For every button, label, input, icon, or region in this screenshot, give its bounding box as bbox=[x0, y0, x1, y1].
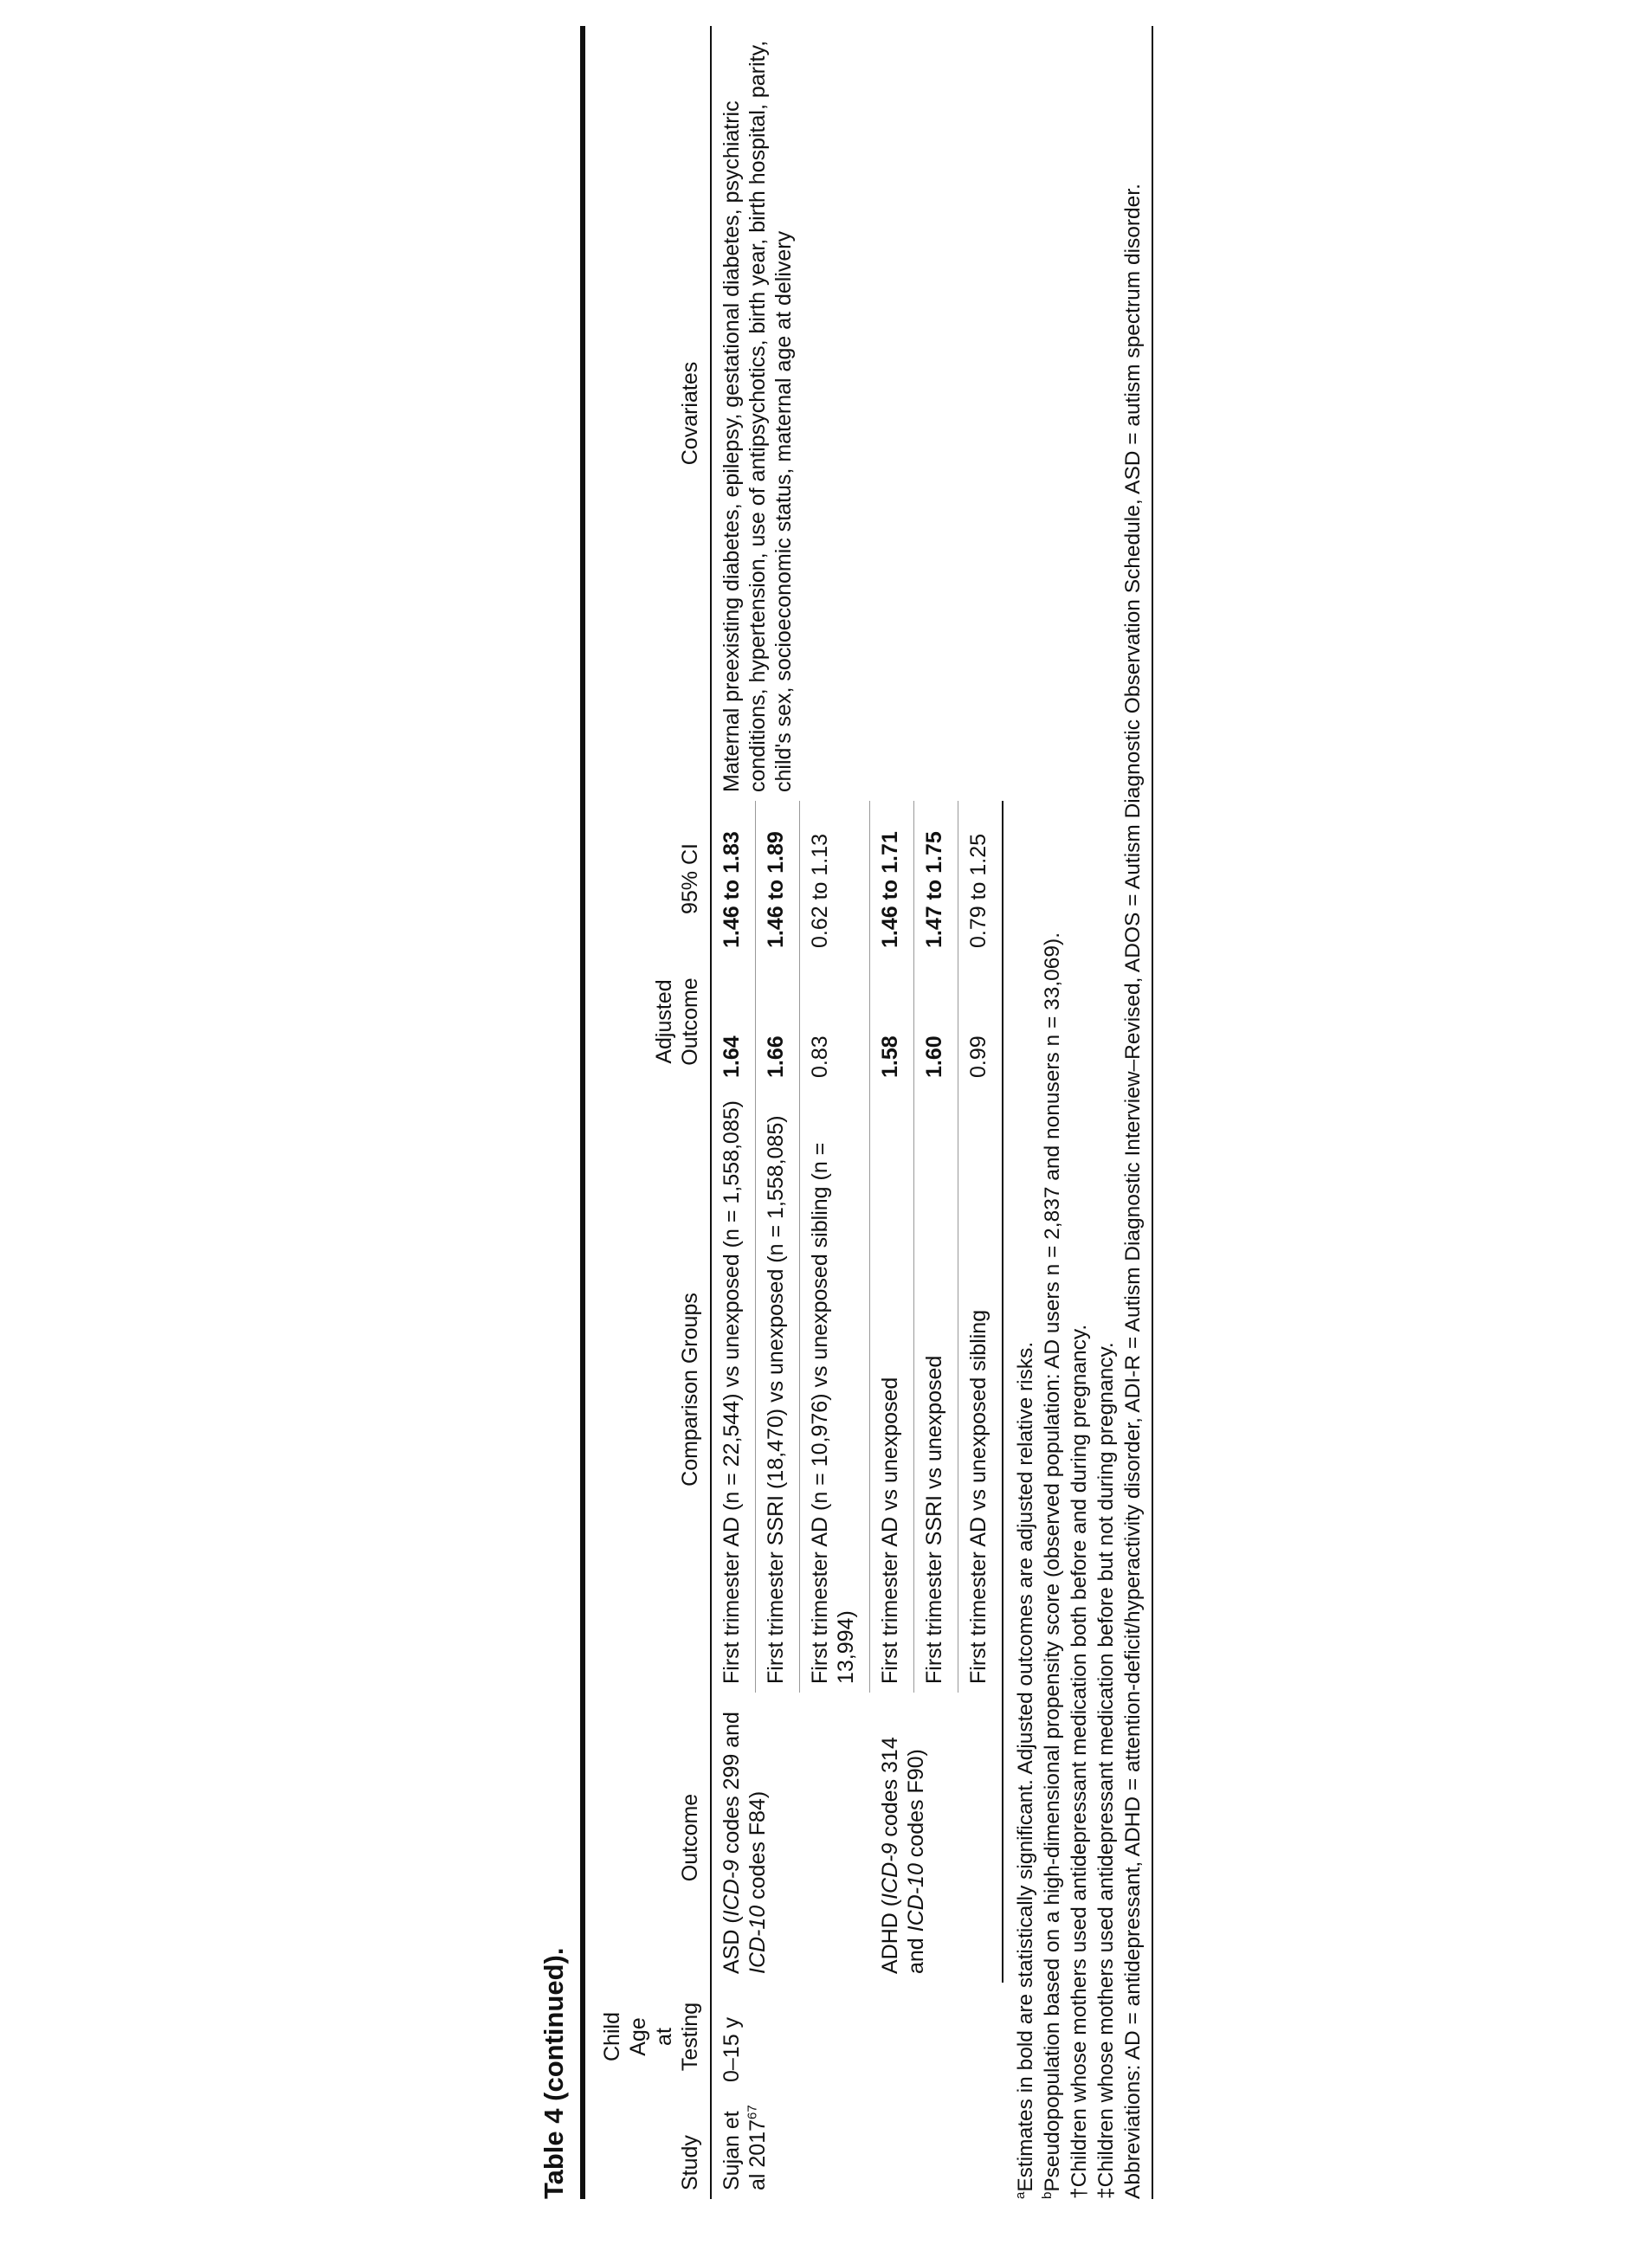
header-age-line2: at Testing bbox=[652, 2002, 702, 2072]
comparison-cell: First trimester AD (n = 22,544) vs unexposed (n = 1,558,085) bbox=[711, 1087, 756, 1693]
ci-cell: 1.47 to 1.75 bbox=[914, 801, 958, 957]
footnote-dagger: †Children whose mothers used antidepressant medication both before and during pregnancy. bbox=[1068, 1324, 1091, 2199]
header-age-line1: Child Age bbox=[600, 2012, 650, 2061]
header-adjusted-line2: Outcome bbox=[678, 977, 702, 1066]
header-covariates: Covariates bbox=[585, 26, 711, 801]
header-outcome: Outcome bbox=[585, 1693, 711, 1983]
age-cell: 0–15 y bbox=[720, 2016, 744, 2082]
adjusted-cell: 0.83 bbox=[800, 957, 870, 1087]
table-title: Table 4 (continued). bbox=[537, 26, 585, 2199]
adjusted-cell: 1.66 bbox=[756, 957, 800, 1087]
study-name: Sujan et al 2017 bbox=[720, 2111, 770, 2190]
header-study: Study bbox=[585, 2091, 711, 2199]
adjusted-cell: 0.99 bbox=[958, 957, 1003, 1087]
ci-cell: 1.46 to 1.83 bbox=[711, 801, 756, 957]
header-row bbox=[585, 26, 711, 2199]
table-row bbox=[711, 26, 756, 2199]
ci-cell: 1.46 to 1.89 bbox=[756, 801, 800, 957]
header-child-age bbox=[585, 1983, 711, 2091]
adjusted-cell: 1.60 bbox=[914, 957, 958, 1087]
table-container bbox=[537, 26, 1153, 2199]
comparison-cell: First trimester AD (n = 10,976) vs unexposed sibling (n = 13,994) bbox=[800, 1087, 870, 1693]
header-adjusted-outcome bbox=[585, 957, 711, 1087]
ci-cell: 0.62 to 1.13 bbox=[800, 801, 870, 957]
adjusted-cell: 1.58 bbox=[870, 957, 914, 1087]
footnote-double-dagger: ‡Children whose mothers used antidepressant medication before but not during pregnancy. bbox=[1094, 1342, 1118, 2199]
header-comparison-groups: Comparison Groups bbox=[585, 1087, 711, 1693]
footnote-a: $^a$Estimates in bold are statistically significant. Adjusted outcomes are adjusted relative risks. bbox=[1012, 1341, 1037, 2199]
header-ci: 95% CI bbox=[585, 801, 711, 957]
adjusted-cell: 1.64 bbox=[711, 957, 756, 1087]
footnote-abbreviations: Abbreviations: AD = antidepressant, ADHD = attention-deficit/hyperactivity disorder, ADI-R = Autism Diagnostic Interview–Revised, ADOS = Autism Diagnostic Observation Schedule, ASD = autism spectrum disorder. bbox=[1121, 184, 1145, 2199]
outcome-adhd-cell: ADHD (ICD-9 codes 314 and ICD-10 codes F90) bbox=[870, 1693, 1003, 1983]
ci-cell: 1.46 to 1.71 bbox=[870, 801, 914, 957]
footnote-b: $^b$Pseudopopulation based on a high-dimensional propensity score (observed population: AD users n = 2,837 and nonusers n = 33,069). bbox=[1039, 932, 1064, 2199]
table-footnotes bbox=[1003, 26, 1153, 2199]
ci-cell: 0.79 to 1.25 bbox=[958, 801, 1003, 957]
results-table bbox=[585, 26, 1003, 2199]
comparison-cell: First trimester SSRI vs unexposed bbox=[914, 1087, 958, 1693]
header-adjusted-line1: Adjusted bbox=[652, 979, 676, 1064]
study-ref: 67 bbox=[745, 2105, 760, 2119]
study-cell bbox=[711, 2091, 1003, 2199]
comparison-cell: First trimester AD vs unexposed sibling bbox=[958, 1087, 1003, 1693]
covariates-cell: Maternal preexisting diabetes, epilepsy, gestational diabetes, psychiatric conditions, hypertension, use of antipsychotics, birth year, birth hospital, parity, child's sex, socioeconomic status, maternal age at delivery bbox=[720, 40, 796, 792]
outcome-asd-cell: ASD (ICD-9 codes 299 and ICD-10 codes F84) bbox=[720, 1712, 770, 1974]
comparison-cell: First trimester AD vs unexposed bbox=[870, 1087, 914, 1693]
comparison-cell: First trimester SSRI (18,470) vs unexposed (n = 1,558,085) bbox=[756, 1087, 800, 1693]
